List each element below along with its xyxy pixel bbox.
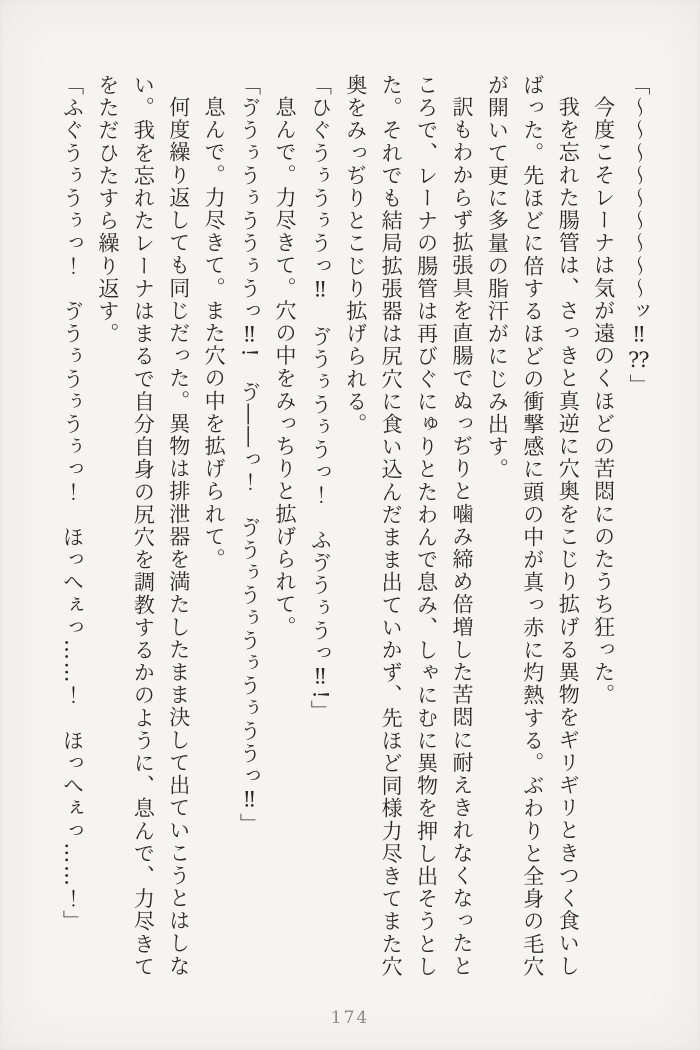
text-column-6: 訳もわからず拡張具を直腸でぬっぢりと噛み締め倍増した苦悶に耐えきれなくなったと xyxy=(449,96,474,978)
text-column-16: をただひたすら繰り返す。 xyxy=(95,74,120,346)
text-column-13: 息んで。力尽きて。また穴の中を拡げられて。 xyxy=(202,96,227,571)
text-column-3: 我を忘れた腸管は、さっきと真逆に穴奥をこじり拡げる異物をギリギリときつく食いし xyxy=(556,96,581,978)
vertical-text-block xyxy=(54,74,656,992)
text-column-4: ばった。先ほどに倍するほどの衝撃感に頭の中が真っ赤に灼熱する。ぶわりと全身の毛穴 xyxy=(520,74,545,978)
text-column-17: 「ふぐうぅうぅっ！ ゔうぅうぅうぅっ！ ほっへぇっ……！ ほっへぇっ……！」 xyxy=(60,74,85,933)
text-column-12: 「ゔうぅうぅううぅうっ‼! ゔ――っ！ ゔうぅうぅうぅうぅううっ‼」 xyxy=(237,74,262,836)
text-column-8: た。それでも結局拡張器は尻穴に食い込んだまま出ていかず、先ほど同様力尽きてまた穴 xyxy=(379,74,404,978)
text-column-11: 息んで。力尽きて。穴の中をみっちりと拡げられて。 xyxy=(272,96,297,639)
text-column-9: 奥をみっぢりとこじり拡げられる。 xyxy=(343,74,368,436)
text-column-14: 何度繰り返しても同じだった。異物は排泄器を満たしたまま決して出ていこうとはしな xyxy=(166,96,191,978)
text-column-15: い。我を忘れたレーナはまるで自分自身の尻穴を調教するかのように、息んで、力尽きて xyxy=(131,74,156,978)
text-column-10: 「ひぐうぅうぅうっ‼ ゔうぅうぅうっ！ ふゔうぅうっ‼!」 xyxy=(308,74,333,723)
page-number: 174 xyxy=(330,1008,370,1028)
text-column-5: が開いて更に多量の脂汗がにじみ出す。 xyxy=(485,74,510,481)
text-column-1: 「～～～～～～～～～ッ‼⁇」 xyxy=(627,74,651,397)
text-column-7: ころで、レーナの腸管は再びぐにゅりとたわんで息み、しゃにむに異物を押し出そうとし xyxy=(414,74,439,978)
text-column-2: 今度こそレーナは気が遠のくほどの苦悶にのたうち狂った。 xyxy=(591,96,616,707)
